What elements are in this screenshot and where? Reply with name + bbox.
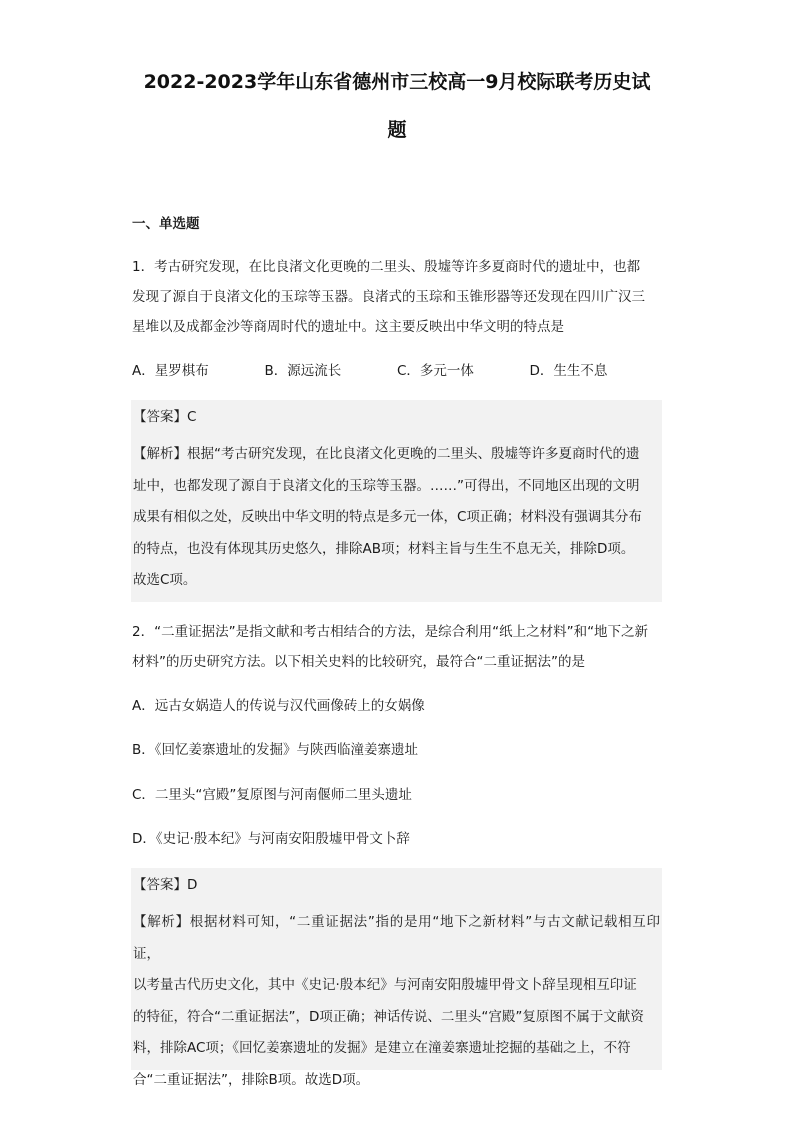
question-1-answer-box xyxy=(131,400,662,602)
page-title xyxy=(120,58,674,154)
question-2-option-a: A．远古女娲造人的传说与汉代画像砖上的女娲像 xyxy=(132,698,425,714)
title-line-1: 2022-2023学年山东省德州市三校高一9月校际联考历史试 xyxy=(143,71,651,93)
explanation-line: 以考量古代历史文化，其中《史记·殷本纪》与河南安阳殷墟甲骨文卜辞呈现相互印证 xyxy=(133,977,637,993)
title-line-2: 题 xyxy=(387,119,407,141)
explanation-line: 【解析】根据“考古研究发现，在比良渚文化更晚的二里头、殷墟等许多夏商时代的遗 xyxy=(133,446,640,462)
explanation-line: 合“二重证据法”，排除B项。故选D项。 xyxy=(133,1071,370,1088)
question-2-stem xyxy=(132,617,662,677)
question-2-option-b: B．《回忆姜寨遗址的发掘》与陕西临潼姜寨遗址 xyxy=(132,742,419,758)
question-1-options xyxy=(132,359,662,383)
section-heading: 一、单选题 xyxy=(132,216,200,232)
option-b: B．源远流长 xyxy=(264,363,342,379)
explanation-line: 的特点，也没有体现其历史悠久，排除AB项；材料主旨与生生不息无关，排除D项。 xyxy=(133,540,635,557)
explanation xyxy=(131,429,662,597)
explanation xyxy=(131,897,662,1096)
explanation-line: 址中，也都发现了源自于良渚文化的玉琮等玉器。……”可得出，不同地区出现的文明 xyxy=(133,477,640,494)
answer-label: 【答案】D xyxy=(133,877,198,893)
stem-line: 2．“二重证据法”是指文献和考古相结合的方法，是综合利用“纸上之材料”和“地下之新 xyxy=(132,624,649,640)
question-2-option-d: D．《史记·殷本纪》与河南安阳殷墟甲骨文卜辞 xyxy=(132,831,410,847)
option-d: D．生生不息 xyxy=(529,363,608,379)
stem-line: 材料”的历史研究方法。以下相关史料的比较研究，最符合“二重证据法”的是 xyxy=(132,654,585,670)
question-2-answer-box xyxy=(131,868,662,1088)
question-1-stem xyxy=(132,252,662,342)
explanation-line: 的特征，符合“二重证据法”，D项正确；神话传说、二里头“宫殿”复原图不属于文献资 xyxy=(133,1008,644,1025)
question-2-option-c: C．二里头“宫殿”复原图与河南偃师二里头遗址 xyxy=(132,787,412,803)
option-a: A．星罗棋布 xyxy=(132,363,209,379)
explanation-line: 【解析】根据材料可知，“二重证据法”指的是用“地下之新材料”与古文献记载相互印证， xyxy=(133,914,660,962)
option-c: C．多元一体 xyxy=(397,363,474,379)
stem-line: 发现了源自于良渚文化的玉琮等玉器。良渚式的玉琮和玉锥形器等还发现在四川广汉三 xyxy=(132,289,645,305)
explanation-line: 料，排除AC项；《回忆姜寨遗址的发掘》是建立在潼姜寨遗址挖掘的基础之上，不符 xyxy=(133,1040,631,1056)
stem-line: 星堆以及成都金沙等商周时代的遗址中。这主要反映出中华文明的特点是 xyxy=(132,319,564,335)
explanation-line: 故选C项。 xyxy=(133,572,197,588)
stem-line: 1．考古研究发现，在比良渚文化更晚的二里头、殷墟等许多夏商时代的遗址中，也都 xyxy=(132,259,641,275)
explanation-line: 成果有相似之处，反映出中华文明的特点是多元一体，C项正确；材料没有强调其分布 xyxy=(133,509,642,525)
answer-label: 【答案】C xyxy=(133,409,197,425)
